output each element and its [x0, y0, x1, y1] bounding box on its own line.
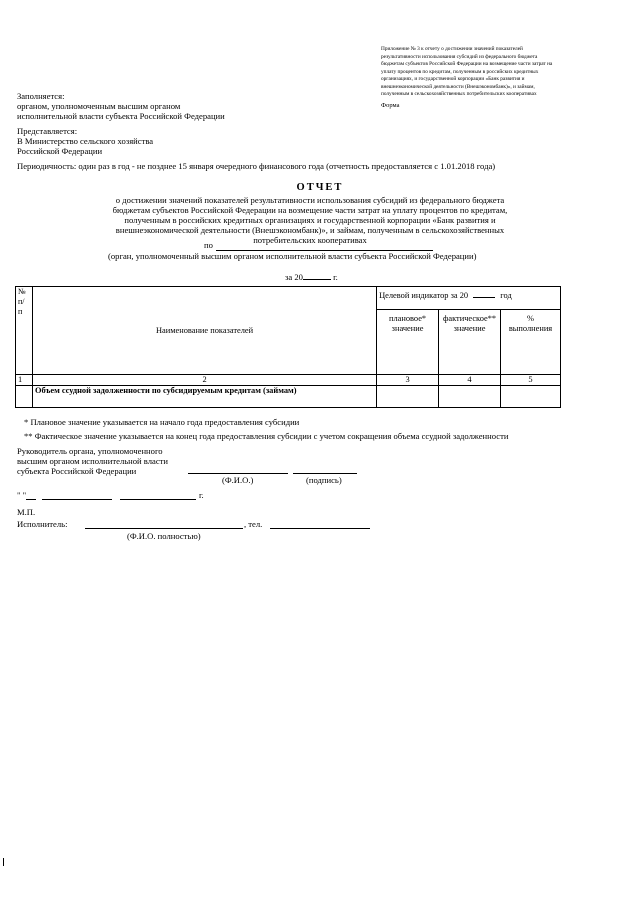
year-prefix: за 20 [285, 272, 303, 282]
appendix-line: уплату процентов по кредитам, полученным в российских кредитных [381, 68, 539, 75]
subtitle-line: о достижении значений показателей результативности использования субсидий из федерального бюджета [115, 195, 505, 205]
filled-by-line: исполнительной власти субъекта Российской Федерации [17, 110, 225, 121]
header-actual-line: значение [453, 323, 486, 333]
organ-caption: (орган, уполномоченный высшим органом исполнительной власти субъекта Российской Федерации) [108, 251, 477, 261]
date-month-field[interactable] [42, 499, 112, 500]
phone-label: , тел. [244, 519, 263, 529]
executor-label: Исполнитель: [17, 519, 68, 529]
header-actual-line: фактическое** [442, 314, 497, 323]
filled-by-block [17, 92, 225, 122]
po-label: по [204, 240, 213, 250]
head-line: высшим органом исполнительной власти [17, 455, 169, 466]
header-percent-line: выполнения [508, 323, 553, 333]
report-subtitle [90, 195, 530, 245]
filled-by-line: органом, уполномоченным высшим органом [17, 100, 181, 111]
form-label: Форма [381, 101, 400, 109]
date-year-field[interactable] [120, 499, 196, 500]
header-no-line: № [18, 287, 26, 296]
executor-field[interactable] [85, 528, 243, 529]
col-number: 2 [32, 375, 376, 386]
date-quote: " " [17, 490, 27, 500]
header-percent [501, 310, 561, 375]
filled-by-line: Заполняется: [17, 91, 65, 101]
date-day-field[interactable] [26, 499, 36, 500]
col-number: 5 [501, 375, 561, 386]
note-actual: ** Фактическое значение указывается на конец года предоставления субсидии с учетом сокращения объема ссудной задолженности [24, 431, 509, 441]
subtitle-line: полученным в российских кредитных организациях и государственной корпорации «Банк развития и [124, 215, 496, 226]
submitted-line: В Министерство сельского хозяйства [17, 135, 154, 146]
signature-caption: (подпись) [306, 475, 342, 485]
stamp-place: М.П. [17, 507, 36, 517]
submitted-block [17, 127, 153, 157]
numbering-row [16, 375, 561, 386]
row-label: Объем ссудной задолженности по субсидируемым кредитам (займам) [32, 386, 376, 408]
executor-caption: (Ф.И.О. полностью) [127, 531, 201, 541]
row-no-cell [16, 386, 33, 408]
header-planned-line: плановое* [388, 314, 427, 323]
signature-field[interactable] [293, 473, 357, 474]
head-block [17, 447, 168, 477]
header-percent-line: % [527, 314, 534, 323]
header-name: Наименование показателей [32, 287, 376, 375]
head-line: субъекта Российской Федерации [17, 465, 137, 476]
phone-field[interactable] [270, 528, 370, 529]
appendix-line: полученным в сельскохозяйственных потребительских кооперативах [381, 91, 537, 98]
header-target [377, 287, 561, 310]
col-number: 1 [16, 375, 33, 386]
col-number: 4 [439, 375, 501, 386]
fio-caption: (Ф.И.О.) [222, 475, 254, 485]
report-table [15, 286, 561, 408]
percent-cell[interactable] [501, 386, 561, 408]
submitted-line: Представляется: [17, 126, 78, 136]
subtitle-line: бюджетам субъектов Российской Федерации на возмещение части затрат на уплату процентов по кредитам, [112, 205, 508, 216]
col-number: 3 [377, 375, 439, 386]
margin-mark [3, 858, 4, 866]
target-suffix: год [500, 291, 512, 300]
appendix-line: Приложение № 3 к отчету о достижении значений показателей [381, 46, 523, 52]
fio-field[interactable] [188, 473, 288, 474]
year-suffix: г. [333, 272, 338, 282]
date-year-label: г. [199, 490, 204, 500]
actual-value-cell[interactable] [439, 386, 501, 408]
subtitle-line: внешнеэкономической деятельности (Внешэкономбанк)», и займам, полученным в сельскохозяйственных [115, 225, 505, 236]
periodicity: Периодичность: один раз в год - не позднее 15 января очередного финансового года (отчетность предоставляется с 1.01.2018 года) [17, 161, 496, 171]
appendix-note [381, 46, 581, 110]
planned-value-cell[interactable] [377, 386, 439, 408]
report-title: ОТЧЕТ [296, 182, 344, 193]
header-no-line: п/ [18, 297, 25, 306]
subtitle-line: потребительских кооперативах [253, 235, 367, 246]
appendix-line: внешнеэкономической деятельности (Внешэкономбанк)», и займам, [381, 83, 535, 90]
table-row [16, 386, 561, 408]
header-no-line: п [18, 307, 23, 316]
year-field[interactable] [303, 270, 331, 280]
header-no [16, 287, 33, 375]
appendix-line: организациях, и государственной корпорации «Банк развития и [381, 76, 525, 83]
header-actual [439, 310, 501, 375]
header-planned [377, 310, 439, 375]
year-label [285, 270, 338, 283]
head-line: Руководитель органа, уполномоченного [17, 446, 163, 456]
appendix-line: результативности использования субсидий из федерального бюджета [381, 53, 538, 60]
submitted-line: Российской Федерации [17, 145, 103, 156]
header-planned-line: значение [391, 323, 424, 333]
appendix-line: бюджетам субъектов Российской Федерации на возмещение части затрат на [381, 61, 553, 68]
target-year-field[interactable] [473, 289, 495, 298]
target-prefix: Целевой индикатор за 20 [379, 291, 469, 300]
note-planned: * Плановое значение указывается на начало года предоставления субсидии [24, 417, 300, 427]
